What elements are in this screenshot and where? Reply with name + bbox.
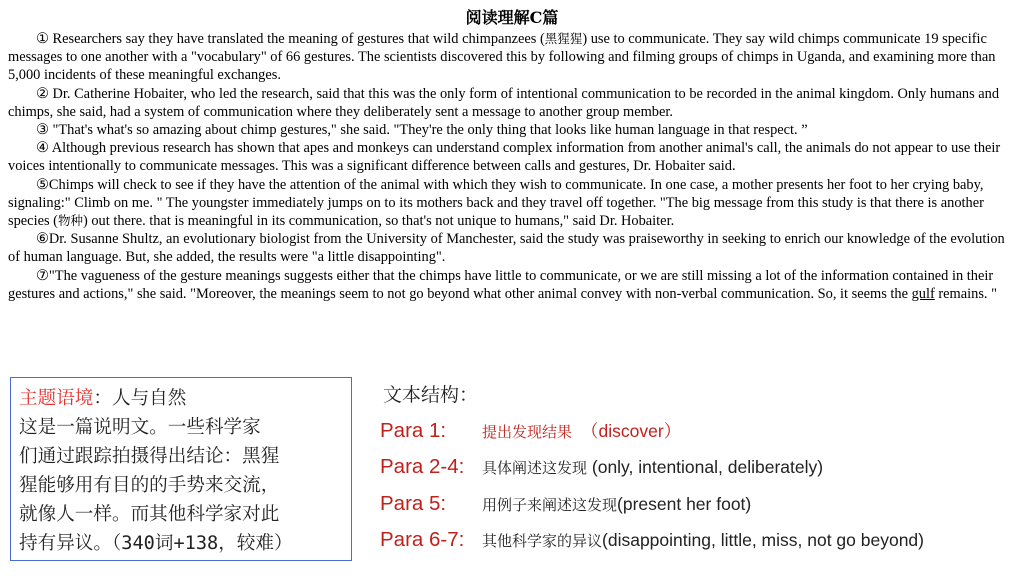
theme-label: 主题语境 (19, 388, 94, 409)
structure-row-para-6-7 (380, 528, 924, 552)
paragraph-4: ④ Although previous research has shown that apes and monkeys can understand complex information from another animal's call, the animals do not appear to use their voices intentionally to communicate messages. This was a significant difference between calls and gestures, Dr. Hobaiter said. (8, 140, 1001, 175)
para-description: 提出发现结果 (482, 423, 582, 441)
para-label: Para 6-7: (380, 528, 465, 551)
para-description: 具体阐述这发现 (482, 459, 588, 477)
underlined-word: gulf (911, 285, 935, 302)
paragraph-7: ⑦"The vagueness of the gesture meanings suggests either that the chimps have little to communicate, or we are still missing a lot of the information contained in their gestures and actions," she said. "Moreover, the meanings seem to not go beyond what other animal convey with non-verbal communication. So, it seems the gulf remains. " (8, 267, 998, 302)
para-label: Para 5: (380, 492, 447, 515)
structure-row-para-2-4 (380, 455, 823, 479)
para-keywords: （discover） (581, 421, 682, 441)
summary-line: 持有异议。（340词+138，较难） (19, 533, 293, 554)
structure-row-para-5 (380, 492, 751, 516)
summary-line: 们通过跟踪拍摄得出结论：黑猩 (19, 446, 280, 467)
para-label: Para 2-4: (380, 455, 465, 478)
paragraph-1: ① Researchers say they have translated the meaning of gestures that wild chimpanzees (黑猩猩) use to communicate. They say wild chimps communicate 19 specific messages to one another with a "vocabulary" of 66 gestures. The scientists discovered this by following and filming groups of chimps in Uganda, and examining more than 5,000 incidents of these meaningful exchanges. (8, 31, 996, 84)
paragraph-2: ② Dr. Catherine Hobaiter, who led the research, said that this was the only form of intentional communication to be recorded in the animal kingdom. Only humans and chimps, she said, had a system of communication where they deliberately sent a message to another group member. (8, 85, 1000, 120)
theme-value: ：人与自然 (93, 388, 187, 409)
para-keywords: (only, intentional, deliberately) (587, 457, 824, 477)
summary-line: 猩能够用有目的的手势来交流， (19, 475, 280, 496)
structure-title: 文本结构： (383, 384, 479, 406)
summary-line: 这是一篇说明文。一些科学家 (19, 417, 261, 438)
summary-line: 就像人一样。而其他科学家对此 (19, 504, 280, 525)
structure-row-para-1 (380, 418, 681, 443)
para-description: 其他科学家的异议 (482, 532, 603, 550)
para-keywords: (disappointing, little, miss, not go beyond) (602, 530, 924, 550)
paragraph-6: ⑥Dr. Susanne Shultz, an evolutionary biologist from the University of Manchester, said the study was praiseworthy in seeking to enrich our knowledge of the evolution of human language. But, she added, the results were "a little disappointing". (8, 231, 1005, 266)
paragraph-5: ⑤Chimps will check to see if they have the attention of the animal with which they wish to communicate. In one case, a mother presents her foot to her crying baby, signaling:" Climb on me. " The youngster immediately jumps on to its mothers back and they travel off together. "The big message from this study is that there is another species (物种) out there. that is meaningful in its communication, so that's not unique to humans," said Dr. Hobaiter. (8, 176, 984, 230)
paragraph-3: ③ "That's what's so amazing about chimp gestures," she said. "They're the only thing that looks like human language in that respect. ” (36, 122, 808, 139)
para-keywords: (present her foot) (617, 494, 752, 514)
para-label: Para 1: (380, 419, 447, 442)
theme-summary-box (10, 377, 352, 561)
theme-heading (19, 384, 343, 413)
reading-passage (8, 30, 1020, 303)
passage-title: 阅读理解C篇 (465, 8, 559, 27)
para-description: 用例子来阐述这发现 (482, 496, 618, 514)
